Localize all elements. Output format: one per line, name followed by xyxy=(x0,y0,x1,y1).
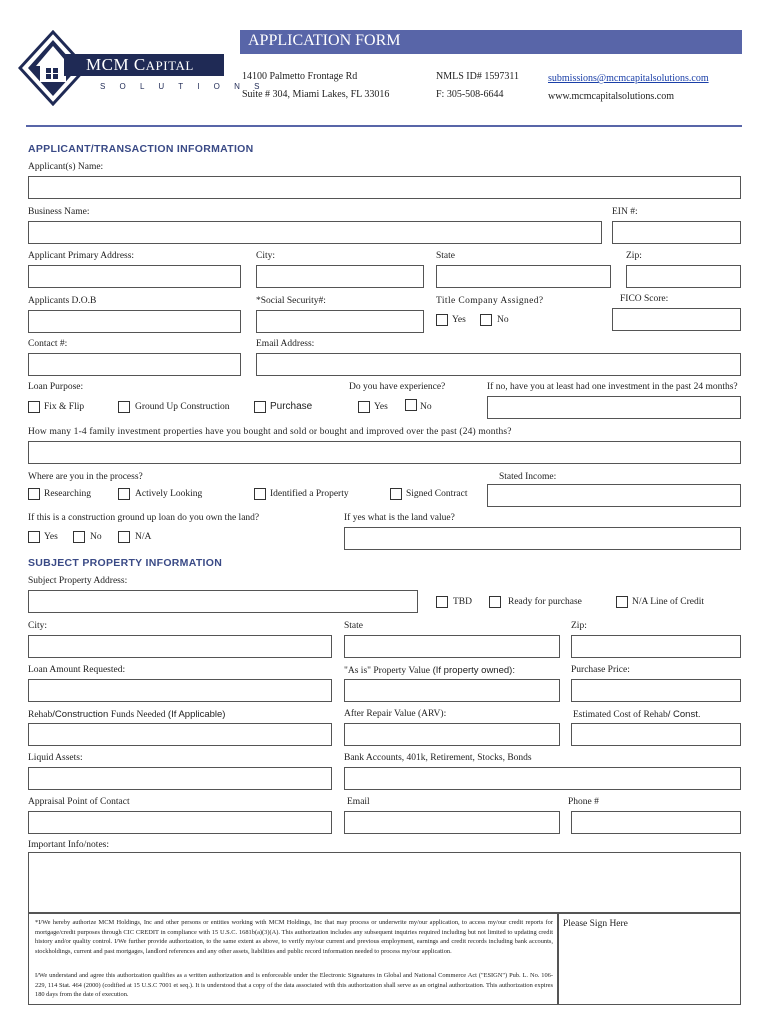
subject-city-label: City: xyxy=(28,621,48,631)
subject-state-field[interactable] xyxy=(344,635,560,658)
arv-field[interactable] xyxy=(344,723,560,746)
appraisal-email-label: Email xyxy=(347,797,370,807)
disclaimer-paragraph-1: *I/We hereby authorize MCM Holdings, Inc and other persons or entities working with MCM Holdings, Inc that may process or underwrite my/our application, to access my/our credit reports for mortgage/credit purposes through CIC CREDIT in compliance with 15 U.S.C. 1681b(a)(3)(A). This authorization includes any subsequent inquiries required including but not limited to updating credit history and/or quality control. I/We further provide authorization, to the same extent as above, to verify my/our current and previous employment, earnings and credit records including bank accounts, stockholdings, current and past mortgages, landlord references and any other assets, liabilities and public record information needed to process my/our application. xyxy=(35,919,553,955)
fix-flip-checkbox[interactable] xyxy=(28,401,40,413)
applicant-name-label: Applicant(s) Name: xyxy=(28,162,104,172)
tbd-label: TBD xyxy=(453,597,472,607)
ein-field[interactable] xyxy=(612,221,741,244)
appraisal-phone-label: Phone # xyxy=(568,797,599,807)
ssn-field[interactable] xyxy=(256,310,424,333)
experience-yes-checkbox[interactable] xyxy=(358,401,370,413)
own-land-na-label: N/A xyxy=(135,532,152,542)
liquid-assets-label: Liquid Assets: xyxy=(28,753,83,763)
form-title-banner xyxy=(240,30,742,54)
signed-contract-checkbox[interactable] xyxy=(390,488,402,500)
rehab-funds-label-a: Rehab xyxy=(28,710,53,720)
experience-label: Do you have experience? xyxy=(349,382,446,392)
ready-purchase-checkbox[interactable] xyxy=(489,596,501,608)
own-land-no-label: No xyxy=(90,532,102,542)
subject-address-field[interactable] xyxy=(28,590,418,613)
liquid-assets-field[interactable] xyxy=(28,767,332,790)
experience-no-checkbox[interactable] xyxy=(405,399,417,411)
disclaimer-paragraph-2: I/We understand and agree this authorization qualifies as a written authorization and is enforceable under the Electronic Signatures in Global and National Commerce Act ("ESIGN") Pub. L. No. 106-229, 114 Stat. 464 (2000) (codified at 15 U.S.C 7001 et seq.). It is understood that a copy of the data associated with this authorization shall serve as an original authorization. This authorization expires 180 days from the date of execution. xyxy=(35,972,553,999)
ein-label: EIN #: xyxy=(612,207,638,217)
header-email-link[interactable]: submissions@mcmcapitalsolutions.com xyxy=(548,73,709,84)
estimated-cost-field[interactable] xyxy=(571,723,741,746)
business-name-label: Business Name: xyxy=(28,207,90,217)
business-name-field[interactable] xyxy=(28,221,602,244)
brand-name-main: MCM xyxy=(86,55,130,74)
ground-up-checkbox[interactable] xyxy=(118,401,130,413)
identified-property-label: Identified a Property xyxy=(270,489,349,499)
loan-amount-label: Loan Amount Requested: xyxy=(28,665,126,675)
bank-accounts-field[interactable] xyxy=(344,767,741,790)
actively-looking-checkbox[interactable] xyxy=(118,488,130,500)
land-value-question-label: If yes what is the land value? xyxy=(344,513,455,523)
rehab-funds-field[interactable] xyxy=(28,723,332,746)
title-company-no-checkbox[interactable] xyxy=(480,314,492,326)
city-label: City: xyxy=(256,251,276,261)
estimated-cost-label xyxy=(573,709,700,720)
researching-checkbox[interactable] xyxy=(28,488,40,500)
primary-address-label: Applicant Primary Address: xyxy=(28,251,135,261)
process-question-label: Where are you in the process? xyxy=(28,472,143,482)
title-company-no-label: No xyxy=(497,315,509,325)
loan-amount-field[interactable] xyxy=(28,679,332,702)
brand-name-rest: APITAL xyxy=(145,58,194,73)
logo xyxy=(18,30,266,106)
signature-box[interactable] xyxy=(558,913,741,1005)
brand-tagline: S O L U T I O N S xyxy=(100,82,266,91)
signature-label: Please Sign Here xyxy=(563,919,628,929)
na-line-of-credit-label: N/A Line of Credit xyxy=(632,597,705,607)
bank-accounts-label: Bank Accounts, 401k, Retirement, Stocks, Bonds xyxy=(344,753,532,763)
researching-label: Researching xyxy=(44,489,91,499)
estimated-cost-label-b: / Const. xyxy=(667,709,701,720)
purchase-label: Purchase xyxy=(270,401,313,412)
identified-property-checkbox[interactable] xyxy=(254,488,266,500)
brand-name-bar xyxy=(64,54,224,76)
own-land-na-checkbox[interactable] xyxy=(118,531,130,543)
stated-income-label: Stated Income: xyxy=(499,472,557,482)
contact-field[interactable] xyxy=(28,353,241,376)
signed-contract-label: Signed Contract xyxy=(406,489,468,499)
email-address-field[interactable] xyxy=(256,353,741,376)
header-address-2: Suite # 304, Miami Lakes, FL 33016 xyxy=(242,89,390,100)
notes-label: Important Info/notes: xyxy=(28,840,109,850)
appraisal-contact-field[interactable] xyxy=(28,811,332,834)
as-is-value-label xyxy=(344,665,515,676)
own-land-no-checkbox[interactable] xyxy=(73,531,85,543)
fico-label: FICO Score: xyxy=(620,294,669,304)
appraisal-email-field[interactable] xyxy=(344,811,560,834)
header-address-1: 14100 Palmetto Frontage Rd xyxy=(242,71,358,82)
appraisal-contact-label: Appraisal Point of Contact xyxy=(28,797,130,807)
dob-field[interactable] xyxy=(28,310,241,333)
rehab-funds-label-c: Funds Needed xyxy=(110,710,168,720)
zip-field[interactable] xyxy=(626,265,741,288)
actively-looking-label: Actively Looking xyxy=(135,489,203,499)
purchase-price-field[interactable] xyxy=(571,679,741,702)
form-title: APPLICATION FORM xyxy=(248,32,401,49)
own-land-yes-label: Yes xyxy=(44,532,58,542)
rehab-funds-label-b: /Construction xyxy=(52,709,111,720)
zip-label: Zip: xyxy=(626,251,642,261)
purchase-checkbox[interactable] xyxy=(254,401,266,413)
fix-flip-label: Fix & Flip xyxy=(44,402,85,412)
rehab-funds-label xyxy=(28,709,225,720)
email-address-label: Email Address: xyxy=(256,339,315,349)
purchase-price-label: Purchase Price: xyxy=(571,665,630,675)
fico-field[interactable] xyxy=(612,308,741,331)
na-line-of-credit-checkbox[interactable] xyxy=(616,596,628,608)
properties-field[interactable] xyxy=(28,441,741,464)
investment-24mo-label: If no, have you at least had one investment in the past 24 months? xyxy=(487,382,738,392)
subject-zip-label: Zip: xyxy=(571,621,587,631)
title-company-label: Title Company Assigned? xyxy=(436,296,544,306)
header-nmls: NMLS ID# 1597311 xyxy=(436,71,519,82)
subject-state-label: State xyxy=(344,621,363,631)
as-is-value-label-main: "As is" Property Value xyxy=(344,666,430,676)
tbd-checkbox[interactable] xyxy=(436,596,448,608)
as-is-value-label-note: (If property owned): xyxy=(429,665,515,676)
header-website[interactable]: www.mcmcapitalsolutions.com xyxy=(548,91,674,102)
applicant-name-field[interactable] xyxy=(28,176,741,199)
city-field[interactable] xyxy=(256,265,424,288)
disclaimer-box xyxy=(28,913,558,1005)
state-field[interactable] xyxy=(436,265,611,288)
title-company-yes-checkbox[interactable] xyxy=(436,314,448,326)
own-land-question-label: If this is a construction ground up loan do you own the land? xyxy=(28,513,260,523)
title-company-yes-label: Yes xyxy=(452,315,466,325)
brand-name-cap: C xyxy=(133,55,146,74)
dob-label: Applicants D.O.B xyxy=(28,296,97,306)
ready-purchase-label: Ready for purchase xyxy=(508,597,582,607)
properties-question-label: How many 1-4 family investment properties have you bought and sold or bought and improved over the past (24) months? xyxy=(28,427,512,437)
header-fax: F: 305-508-6644 xyxy=(436,89,504,100)
as-is-value-field[interactable] xyxy=(344,679,560,702)
ground-up-label: Ground Up Construction xyxy=(135,402,230,412)
own-land-yes-checkbox[interactable] xyxy=(28,531,40,543)
experience-no-label: No xyxy=(420,402,432,412)
state-label: State xyxy=(436,251,455,261)
investment-24mo-field[interactable] xyxy=(487,396,741,419)
experience-yes-label: Yes xyxy=(374,402,388,412)
contact-label: Contact #: xyxy=(28,339,68,349)
appraisal-phone-field[interactable] xyxy=(571,811,741,834)
rehab-funds-label-d: (If Applicable) xyxy=(167,709,226,720)
section-title-applicant: APPLICANT/TRANSACTION INFORMATION xyxy=(28,143,254,155)
header-divider xyxy=(26,125,742,127)
subject-zip-field[interactable] xyxy=(571,635,741,658)
ssn-label: *Social Security#: xyxy=(256,296,326,306)
notes-field[interactable] xyxy=(28,852,741,913)
loan-purpose-label: Loan Purpose: xyxy=(28,382,84,392)
subject-city-field[interactable] xyxy=(28,635,332,658)
estimated-cost-label-a: Estimated Cost of Rehab xyxy=(573,710,668,720)
arv-label: After Repair Value (ARV): xyxy=(344,709,447,719)
land-value-field[interactable] xyxy=(344,527,741,550)
section-title-subject: SUBJECT PROPERTY INFORMATION xyxy=(28,557,223,569)
stated-income-field[interactable] xyxy=(487,484,741,507)
primary-address-field[interactable] xyxy=(28,265,241,288)
subject-address-label: Subject Property Address: xyxy=(28,576,128,586)
